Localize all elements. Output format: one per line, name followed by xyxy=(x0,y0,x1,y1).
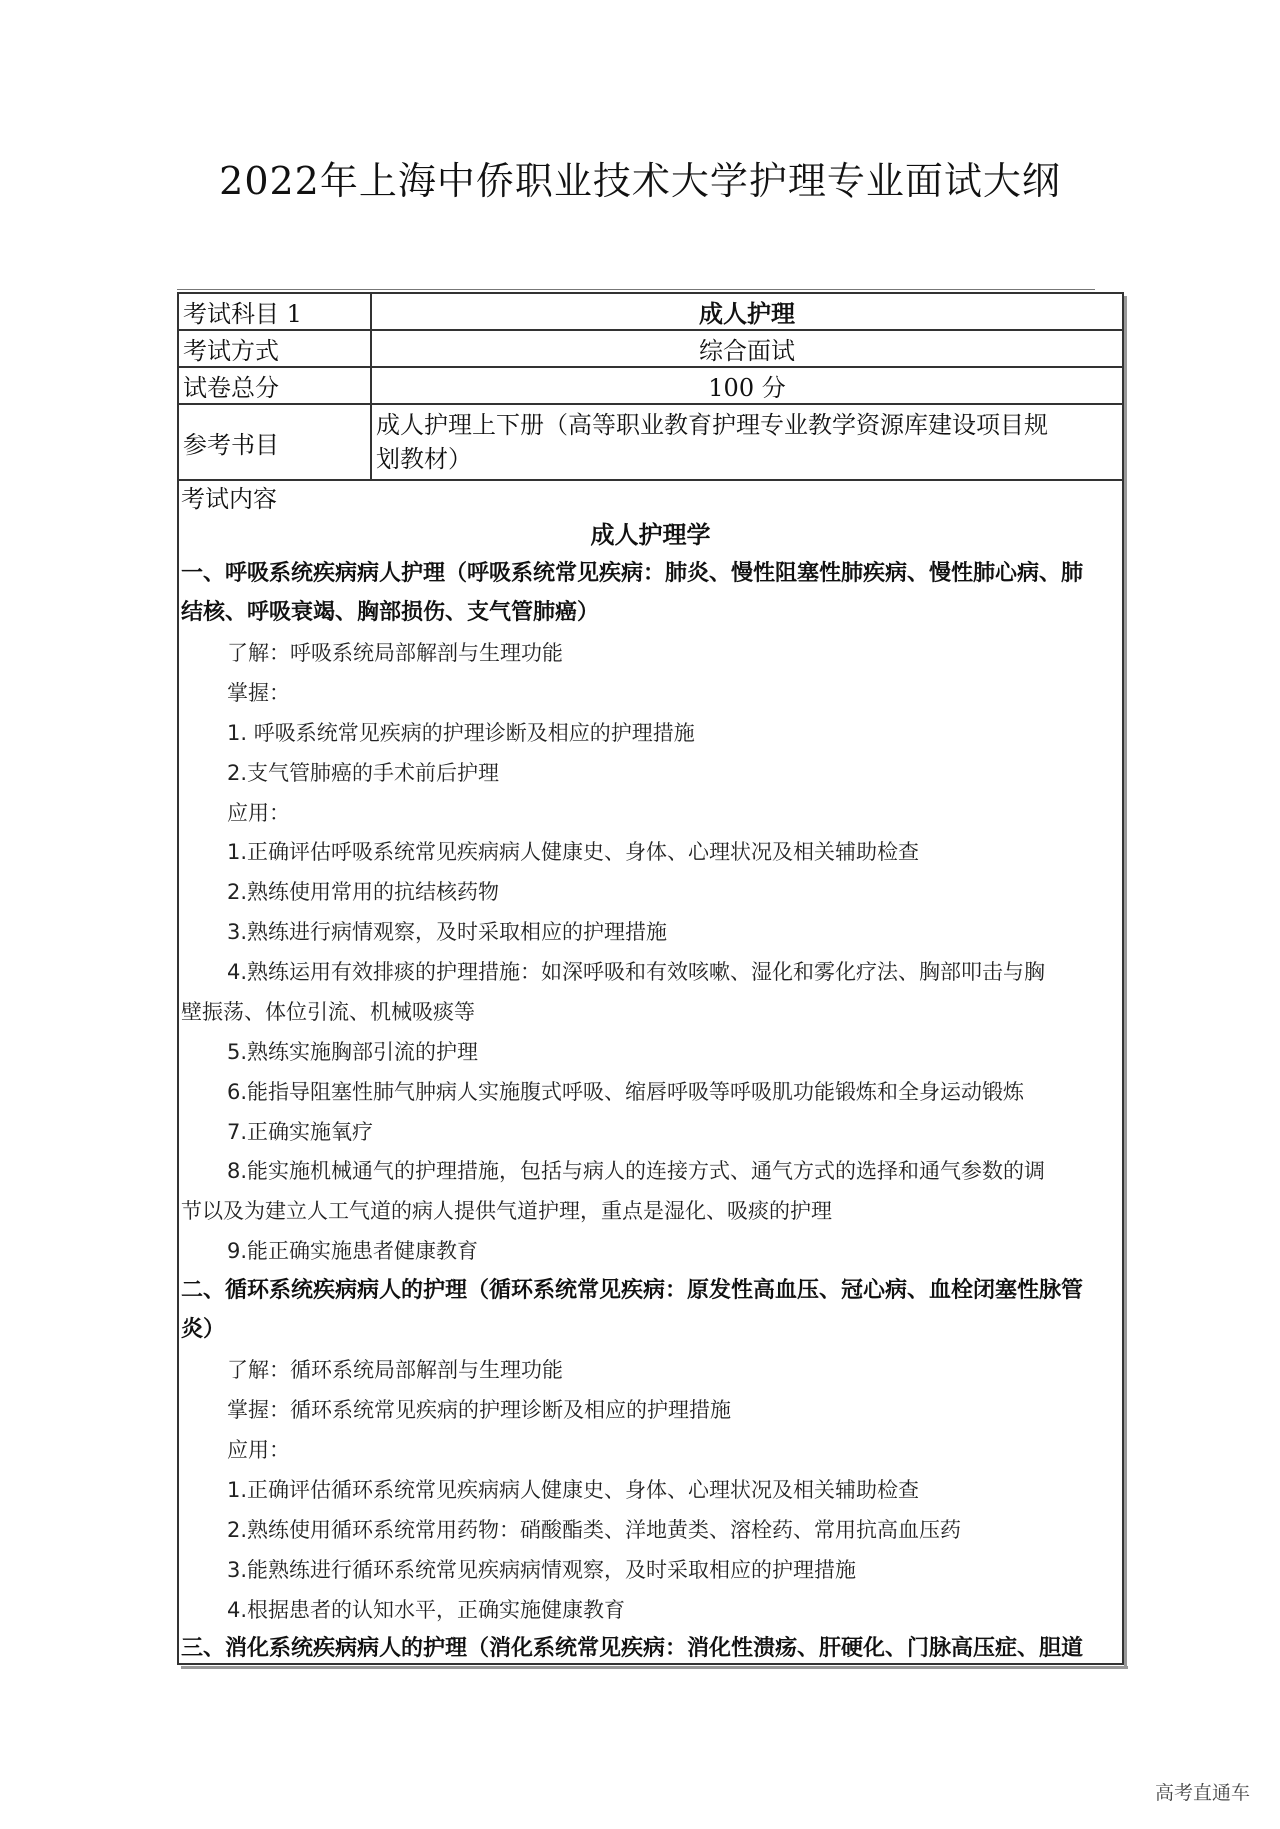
section-heading-digestive-line1: 三、消化系统疾病病人的护理（消化系统常见疾病：消化性溃疡、肝硬化、门脉高压症、胆道 xyxy=(181,1635,1084,1661)
list-item: 6.能指导阻塞性肺气肿病人实施腹式呼吸、缩唇呼吸等呼吸肌功能锻炼和全身运动锻炼 xyxy=(227,1080,1025,1104)
exam-content-cell xyxy=(177,473,1124,1665)
row-book xyxy=(178,404,1123,480)
content-subtitle: 成人护理学 xyxy=(590,520,711,549)
subject-value: 成人护理 xyxy=(371,293,1123,330)
list-item: 5.熟练实施胸部引流的护理 xyxy=(227,1040,479,1064)
list-item: 3.熟练进行病情观察，及时采取相应的护理措施 xyxy=(227,920,668,944)
list-item: 了解：循环系统局部解剖与生理功能 xyxy=(227,1358,563,1382)
list-item: 掌握：循环系统常见疾病的护理诊断及相应的护理措施 xyxy=(227,1398,731,1422)
section-heading-circulatory-line2: 炎） xyxy=(181,1316,226,1342)
list-item: 4.熟练运用有效排痰的护理措施：如深呼吸和有效咳嗽、湿化和雾化疗法、胸部叩击与胸 xyxy=(227,960,1046,984)
exam-info-table xyxy=(177,292,1124,481)
list-item: 应用： xyxy=(227,1438,290,1462)
book-value-line2: 划教材） xyxy=(376,445,472,473)
book-value-line1: 成人护理上下册（高等职业教育护理专业教学资源库建设项目规 xyxy=(376,411,1048,439)
list-item: 了解：呼吸系统局部解剖与生理功能 xyxy=(227,641,563,665)
section-heading-respiratory-line2: 结核、呼吸衰竭、胸部损伤、支气管肺癌） xyxy=(181,599,600,625)
section-heading-circulatory-line1: 二、循环系统疾病病人的护理（循环系统常见疾病：原发性高血压、冠心病、血栓闭塞性脉管 xyxy=(181,1277,1084,1303)
row-score xyxy=(178,367,1123,404)
page-title: 2022年上海中侨职业技术大学护理专业面试大纲 xyxy=(219,159,1061,203)
list-item: 2.熟练使用常用的抗结核药物 xyxy=(227,880,500,904)
list-item: 1.正确评估呼吸系统常见疾病病人健康史、身体、心理状况及相关辅助检查 xyxy=(227,840,920,864)
table-shadow-bottom xyxy=(181,1666,1128,1669)
table-shadow-right xyxy=(1124,296,1127,1668)
list-item: 4.根据患者的认知水平，正确实施健康教育 xyxy=(227,1598,626,1622)
list-item: 7.正确实施氧疗 xyxy=(227,1120,374,1144)
book-label: 参考书目 xyxy=(178,404,371,480)
score-label: 试卷总分 xyxy=(178,367,371,404)
section-heading-respiratory-line1: 一、呼吸系统疾病病人护理（呼吸系统常见疾病：肺炎、慢性阻塞性肺疾病、慢性肺心病、肺 xyxy=(181,560,1084,586)
method-value: 综合面试 xyxy=(371,330,1123,367)
list-item: 9.能正确实施患者健康教育 xyxy=(227,1239,479,1263)
list-item: 2.熟练使用循环系统常用药物：硝酸酯类、洋地黄类、溶栓药、常用抗高血压药 xyxy=(227,1518,962,1542)
watermark: 高考直通车 xyxy=(1154,1782,1250,1804)
list-item: 8.能实施机械通气的护理措施，包括与病人的连接方式、通气方式的选择和通气参数的调 xyxy=(227,1159,1046,1183)
method-label: 考试方式 xyxy=(178,330,371,367)
list-item: 应用： xyxy=(227,801,290,825)
list-item: 2.支气管肺癌的手术前后护理 xyxy=(227,761,500,785)
score-value: 100 分 xyxy=(371,367,1123,404)
book-value xyxy=(371,404,1123,480)
row-method xyxy=(178,330,1123,367)
list-item: 3.能熟练进行循环系统常见疾病病情观察，及时采取相应的护理措施 xyxy=(227,1558,857,1582)
content-label: 考试内容 xyxy=(181,485,277,513)
list-item: 1. 呼吸系统常见疾病的护理诊断及相应的护理措施 xyxy=(227,721,695,745)
list-item: 1.正确评估循环系统常见疾病病人健康史、身体、心理状况及相关辅助检查 xyxy=(227,1478,920,1502)
list-item: 掌握： xyxy=(227,681,290,705)
subject-label: 考试科目 1 xyxy=(178,293,371,330)
row-subject xyxy=(178,293,1123,330)
list-item-continuation: 壁振荡、体位引流、机械吸痰等 xyxy=(181,1000,475,1024)
list-item-continuation: 节以及为建立人工气道的病人提供气道护理，重点是湿化、吸痰的护理 xyxy=(181,1199,832,1223)
top-rule xyxy=(177,289,1095,290)
